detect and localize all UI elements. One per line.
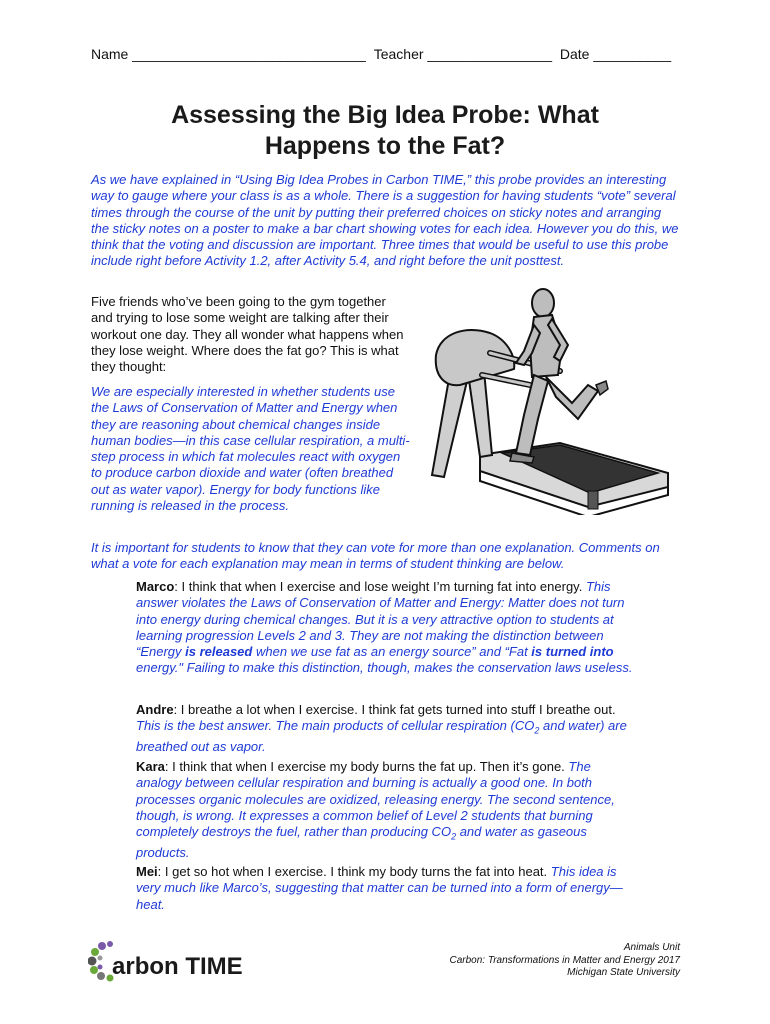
friend-name: Marco: [136, 579, 175, 594]
scenario-paragraph: Five friends who’ve been going to the gym together and trying to lose some weight are talking after their workout one day. They all wonder what happens when they lose weight. Where does the fat go? This is what they thought:: [91, 294, 404, 375]
page-title: [91, 100, 679, 162]
friend-name: Andre: [136, 702, 174, 717]
logo-wordmark: arbon TIME: [112, 953, 243, 980]
friend-quote: : I think that when I exercise my body burns the fat up. Then it’s gone.: [164, 759, 569, 774]
date-field-label: Date __________: [559, 46, 672, 62]
name-field-label: Name ______________________________: [91, 46, 366, 62]
friend-quote: : I breathe a lot when I exercise. I think fat gets turned into stuff I breathe out.: [173, 702, 616, 717]
friend-mei: [136, 864, 636, 913]
header-fields: [91, 46, 691, 62]
friend-andre: [136, 702, 636, 755]
friend-quote: : I think that when I exercise and lose weight I’m turning fat into energy.: [174, 579, 583, 594]
friend-marco: [136, 579, 636, 677]
treadmill-runner-illustration: [420, 285, 680, 515]
friend-quote: : I get so hot when I exercise. I think my body turns the fat into heat.: [157, 864, 551, 879]
footer-university: Michigan State University: [567, 967, 680, 978]
title-line-2: Happens to the Fat?: [264, 132, 506, 160]
teacher-comment: This is the best answer. The main products of cellular respiration ($CO_2$ and water) are breathed out as vapor.: [136, 718, 627, 755]
teacher-comment: This answer violates the Laws of Conservation of Matter and Energy: Matter does not turn into energy during chemical changes. But it is a very attractive option to students at learning progression Levels 2 and 3. They are not making the distinction between “Energy is released when we use fat as an energy source” and “Fat is turned into energy." Failing to make this distinction, though, makes the conservation laws useless.: [136, 579, 633, 676]
intro-paragraph: As we have explained in “Using Big Idea Probes in Carbon TIME,” this probe provides an interesting way to gauge where your class is as a whole. There is a suggestion for having students “vote” several times through the course of the unit by putting their preferred choices on sticky notes and arranging the sticky notes on a poster to make a bar chart showing votes for each idea. However you do this, we think that the voting and discussion are important. Three times that would be useful to use this probe include right before Activity 1.2, after Activity 5.4, and right before the unit posttest.: [91, 172, 679, 269]
footer-unit: Animals Unit: [623, 942, 680, 953]
friend-kara: [136, 759, 636, 861]
footer-course: Carbon: Transformations in Matter and Energy 2017: [449, 954, 680, 966]
carbon-time-logo: [88, 938, 263, 982]
friend-name: Kara: [136, 759, 165, 774]
vote-note: It is important for students to know that they can vote for more than one explanation. Comments on what a vote for each explanation may mean in terms of student thinking are below.: [91, 540, 660, 572]
teacher-field-label: Teacher ________________: [373, 46, 552, 62]
footer-info: [450, 942, 681, 980]
title-line-1: Assessing the Big Idea Probe: What: [171, 101, 599, 129]
teacher-comment: This idea is very much like Marco’s, suggesting that matter can be turned into a form of energy—heat.: [136, 864, 623, 912]
teacher-comment: The analogy between cellular respiration and burning is actually a good one. In both processes organic molecules are oxidized, releasing energy. The second sentence, though, is wrong. It expresses a common belief of Level 2 students that burning completely destroys the fuel, rather than producing $CO_2$ and water as gaseous products.: [136, 759, 615, 861]
interest-note: We are especially interested in whether students use the Laws of Conservation of Matter and Energy when they are reasoning about chemical changes inside human bodies—in this case cellular respiration, a multi-step process in which fat molecules react with oxygen to produce carbon dioxide and water (often breathed out as water vapor). Energy for body functions like running is released in the process.: [91, 384, 410, 514]
friend-name: Mei: [136, 864, 158, 879]
